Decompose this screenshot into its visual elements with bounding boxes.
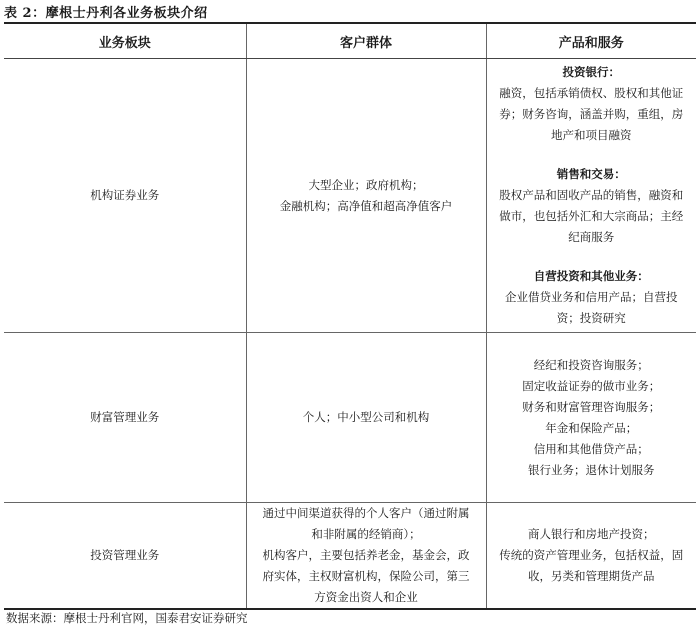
clients-line: 通过中间渠道获得的个人客户（通过附属 <box>262 506 470 520</box>
clients-line: 和非附属的经销商）； <box>311 527 421 541</box>
table-header-row <box>4 23 696 59</box>
segment-cell: 机构证券业务 <box>4 59 246 333</box>
business-segments-table <box>4 22 696 610</box>
products-line: 纪商服务 <box>568 230 615 244</box>
products-line: 商人银行和房地产投资； <box>528 527 655 541</box>
segment-cell: 投资管理业务 <box>4 503 246 610</box>
clients-line: 金融机构；高净值和超高净值客户 <box>279 198 453 213</box>
products-line: 银行业务；退休计划服务 <box>528 462 655 477</box>
products-cell <box>486 333 696 503</box>
products-line: 地产和项目融资 <box>551 128 632 142</box>
products-cell <box>486 503 696 610</box>
products-section-heading: 投资银行： <box>562 65 620 79</box>
table-row <box>4 59 696 333</box>
products-cell <box>486 59 696 333</box>
products-line: 做市，也包括外汇和大宗商品；主经 <box>499 209 684 223</box>
products-line: 传统的资产管理业务，包括权益，固 <box>499 548 684 562</box>
header-products: 产品和服务 <box>486 23 696 59</box>
clients-line: 府实体，主权财富机构，保险公司，第三 <box>262 569 470 583</box>
clients-line: 大型企业；政府机构； <box>308 177 424 192</box>
products-line: 年金和保险产品； <box>545 420 638 435</box>
products-line: 固定收益证券的做市业务； <box>522 378 661 393</box>
products-line: 收，另类和管理期货产品 <box>528 569 655 583</box>
table-row <box>4 503 696 610</box>
clients-cell <box>246 59 486 333</box>
clients-cell <box>246 503 486 610</box>
products-section-heading: 自营投资和其他业务： <box>533 269 649 283</box>
clients-line: 机构客户，主要包括养老金，基金会，政 <box>262 548 470 562</box>
clients-line: 方资金出资人和企业 <box>314 590 418 604</box>
products-line: 股权产品和固收产品的销售，融资和 <box>499 188 684 202</box>
products-line: 企业借贷业务和信用产品；自营投 <box>505 290 678 304</box>
header-clients: 客户群体 <box>246 23 486 59</box>
header-segment: 业务板块 <box>4 23 246 59</box>
data-source-note: 数据来源：摩根士丹利官网，国泰君安证券研究 <box>6 611 248 625</box>
products-section-heading: 销售和交易： <box>556 167 626 181</box>
products-line: 资；投资研究 <box>556 311 626 325</box>
products-line: 券；财务咨询，涵盖并购，重组，房 <box>499 107 684 121</box>
products-line: 经纪和投资咨询服务； <box>533 357 649 372</box>
products-line: 信用和其他借贷产品； <box>533 441 649 456</box>
products-line: 融资，包括承销债权、股权和其他证 <box>499 86 684 100</box>
table-row <box>4 333 696 503</box>
table-title: 表 2：摩根士丹利各业务板块介绍 <box>4 6 208 21</box>
products-line: 财务和财富管理咨询服务； <box>522 399 661 414</box>
clients-line: 个人；中小型公司和机构 <box>302 410 430 424</box>
segment-cell: 财富管理业务 <box>4 333 246 503</box>
clients-cell <box>246 333 486 503</box>
